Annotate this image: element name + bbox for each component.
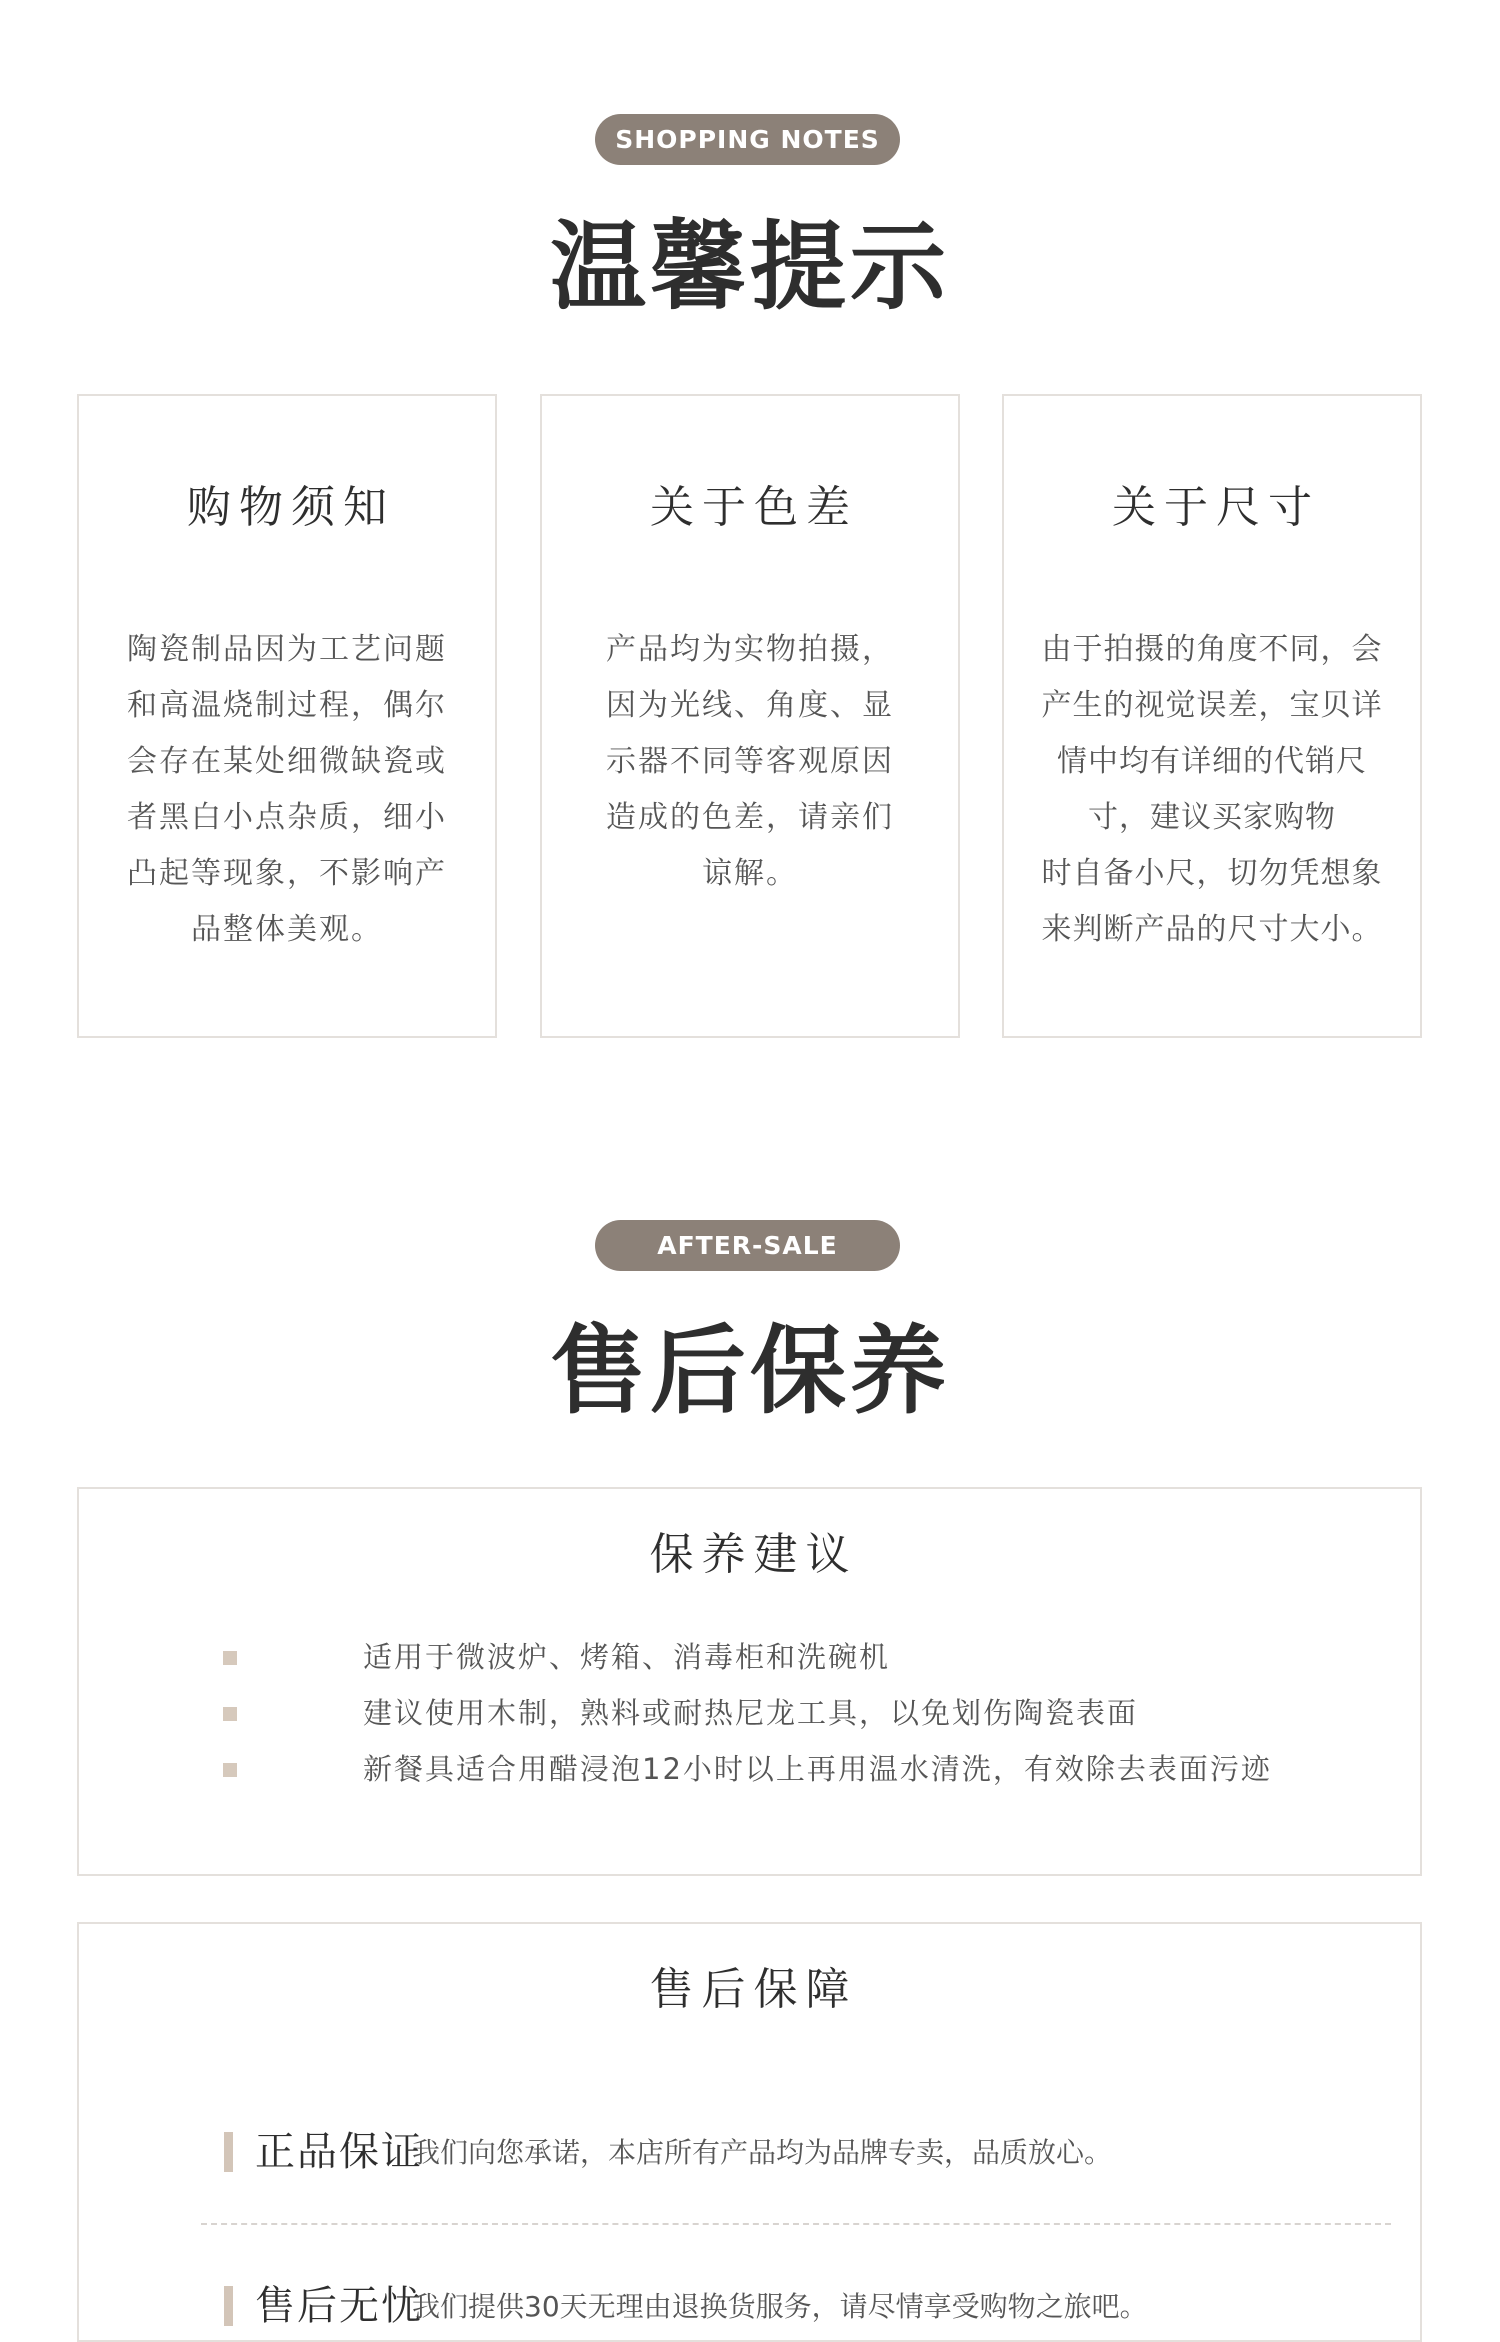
text-line: 来判断产品的尺寸大小。: [1041, 912, 1383, 947]
notes-card-heading: 购物须知: [165, 480, 409, 536]
accent-bar: [224, 2132, 233, 2172]
text-line: 时自备小尺，切勿凭想象: [1041, 856, 1383, 891]
care-item-text: 建议使用木制，熟料或耐热尼龙工具，以免划伤陶瓷表面: [363, 1696, 1139, 1730]
guarantee-text: 我们向您承诺，本店所有产品均为品牌专卖，品质放心。: [412, 2136, 1113, 2169]
after-sale-badge: AFTER-SALE: [595, 1220, 900, 1271]
text-line: 会存在某处细微缺瓷或: [127, 744, 447, 779]
text-line: 情中均有详细的代销尺: [1057, 744, 1367, 779]
text-line: 陶瓷制品因为工艺问题: [127, 632, 447, 667]
notes-card-color: [540, 394, 960, 1038]
guarantee-card: [77, 1922, 1422, 2342]
care-advice-card: [77, 1487, 1422, 1876]
notes-card-body: [1030, 622, 1394, 958]
care-item-text: 适用于微波炉、烤箱、消毒柜和洗碗机: [363, 1640, 891, 1674]
text-line: 凸起等现象，不影响产: [127, 856, 447, 891]
guarantee-row-authentic: [79, 2124, 1420, 2184]
text-line: 由于拍摄的角度不同，会: [1041, 632, 1383, 667]
care-advice-heading: 保养建议: [628, 1527, 872, 1583]
notes-card-body: [580, 622, 920, 902]
aftersale-section-title: 售后保养: [550, 1315, 950, 1427]
notes-card-heading: 关于尺寸: [1090, 480, 1334, 536]
notes-card-size: [1002, 394, 1422, 1038]
text-line: 示器不同等客观原因: [606, 744, 894, 779]
guarantee-heading: 售后保障: [628, 1962, 872, 2018]
notes-card-shopping: [77, 394, 497, 1038]
text-line: 谅解。: [702, 856, 798, 891]
text-line: 寸，建议买家购物: [1088, 800, 1336, 835]
bullet-square-icon: [223, 1707, 237, 1721]
text-line: 造成的色差，请亲们: [606, 800, 894, 835]
guarantee-text: 我们提供30天无理由退换货服务，请尽情享受购物之旅吧。: [412, 2290, 1148, 2323]
accent-bar: [224, 2286, 233, 2326]
guarantee-label: 正品保证: [255, 2129, 423, 2175]
text-line: 产品均为实物拍摄，: [606, 632, 894, 667]
notes-card-body: [117, 622, 457, 958]
text-line: 和高温烧制过程，偶尔: [127, 688, 447, 723]
text-line: 品整体美观。: [191, 912, 383, 947]
text-line: 因为光线、角度、显: [606, 688, 894, 723]
guarantee-row-worry-free: [79, 2278, 1420, 2338]
guarantee-label: 售后无忧: [255, 2283, 423, 2329]
bullet-square-icon: [223, 1763, 237, 1777]
bullet-square-icon: [223, 1651, 237, 1665]
care-item-text: 新餐具适合用醋浸泡12小时以上再用温水清洗，有效除去表面污迹: [363, 1752, 1272, 1786]
notes-card-heading: 关于色差: [628, 480, 872, 536]
text-line: 产生的视觉误差，宝贝详: [1041, 688, 1383, 723]
shopping-notes-badge: SHOPPING NOTES: [595, 114, 900, 165]
text-line: 者黑白小点杂质，细小: [127, 800, 447, 835]
dashed-divider: [201, 2223, 1391, 2225]
notes-section-title: 温馨提示: [550, 211, 950, 323]
